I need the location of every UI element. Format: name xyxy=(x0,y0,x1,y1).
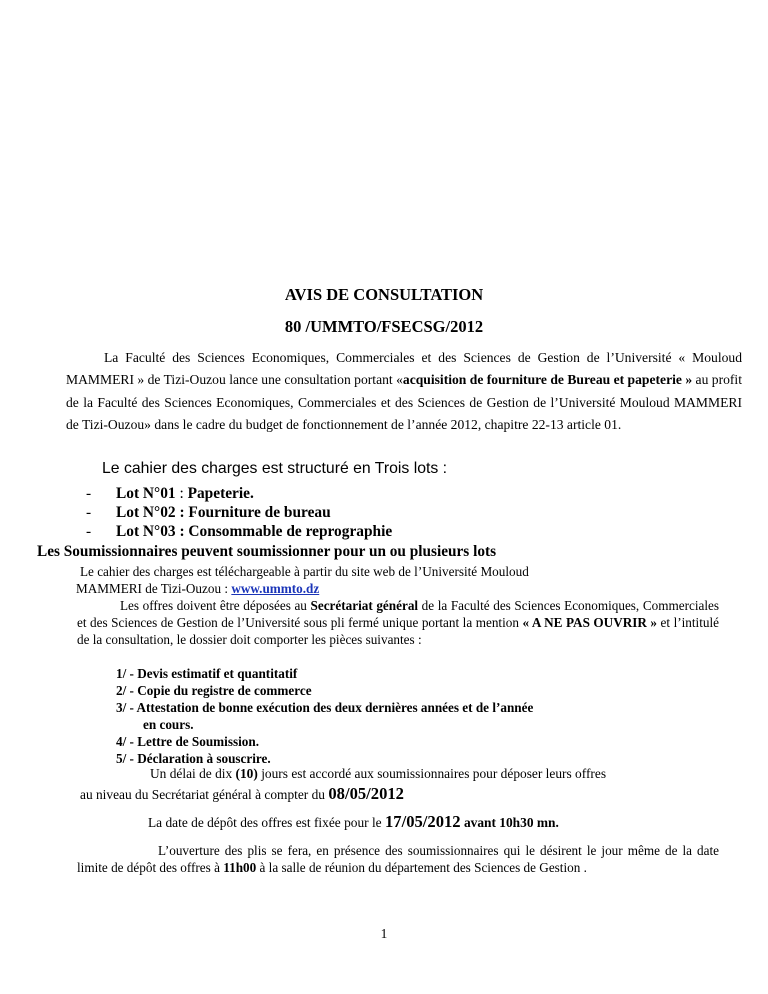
ouverture-text-2: à la salle de réunion du département des Sciences de Gestion . xyxy=(256,860,587,875)
offres-text: Les offres doivent être déposées au xyxy=(120,598,311,613)
list-dash: - xyxy=(86,523,92,540)
list-item: 3/ - Attestation de bonne exécution des deux dernières années et de l’année xyxy=(116,700,534,715)
lot-label: Lot N°01 xyxy=(116,485,176,502)
opening-time: 11h00 xyxy=(223,860,257,875)
lot-separator: : xyxy=(175,504,189,521)
ouverture-text: L’ouverture des plis se fera, en présence des soumissionnaires qui le désirent le jour même de la date limite de dépôt des offres à xyxy=(77,843,719,875)
document-title: AVIS DE CONSULTATION xyxy=(284,285,484,304)
list-item-continuation: en cours. xyxy=(143,717,194,732)
download-paragraph xyxy=(76,563,720,597)
offres-text-2: de la Faculté des Sciences Economiques, Commerciales et des Sciences de Gestion de l’Université sous pli fermé unique portant la mention xyxy=(77,598,719,630)
download-line-1: Le cahier des charges est téléchargeable à partir du site web de l’Université Mouloud xyxy=(80,564,529,579)
list-dash: - xyxy=(86,485,92,502)
delai-text: Un délai de dix xyxy=(150,766,236,781)
lots-structure-line: Le cahier des charges est structuré en Trois lots : xyxy=(102,460,448,477)
lot-name: Consommable de reprographie xyxy=(188,523,393,540)
depot-text: La date de dépôt des offres est fixée pour le xyxy=(148,815,385,830)
intro-paragraph xyxy=(66,347,742,437)
pieces-list xyxy=(116,665,533,767)
list-item: 1/ - Devis estimatif et quantitatif xyxy=(116,666,298,681)
delai-days: (10) xyxy=(235,766,258,781)
deadline-time: avant 10h30 mn. xyxy=(460,815,559,830)
start-date: 08/05/2012 xyxy=(328,784,404,803)
secretariat-label: Secrétariat général xyxy=(310,598,419,613)
intro-object: acquisition de fourniture de Bureau et papeterie » xyxy=(402,372,693,388)
delai-paragraph xyxy=(80,764,720,805)
list-item: 5/ - Déclaration à souscrire. xyxy=(116,751,271,766)
soumission-line: Les Soumissionnaires peuvent soumissionner pour un ou plusieurs lots xyxy=(37,543,497,560)
offres-paragraph xyxy=(77,597,719,648)
lot-label: Lot N°03 xyxy=(116,523,176,540)
lot-name: Papeterie. xyxy=(187,485,254,502)
delai-text-3: au niveau du Secrétariat général à compter du xyxy=(80,787,329,802)
offres-text-3: et l’intitulé de la consultation, le dossier doit comporter les pièces suivantes : xyxy=(77,615,719,647)
lot-label: Lot N°02 xyxy=(116,504,176,521)
depot-line xyxy=(148,812,559,832)
reference-number: 80 /UMMTO/FSECSG/2012 xyxy=(284,317,484,336)
lot-name: Fourniture de bureau xyxy=(188,504,331,521)
list-item: 4/ - Lettre de Soumission. xyxy=(116,734,259,749)
lot-separator: : xyxy=(175,485,188,502)
mention-label: « A NE PAS OUVRIR » xyxy=(522,615,658,630)
list-item: 2/ - Copie du registre de commerce xyxy=(116,683,312,698)
ouverture-paragraph xyxy=(77,842,719,876)
page-number: 1 xyxy=(380,926,388,941)
delai-text-2: jours est accordé aux soumissionnaires pour déposer leurs offres xyxy=(257,766,607,781)
intro-text: La Faculté des Sciences Economiques, Commerciales et des Sciences de Gestion de l’Université « Mouloud MAMMERI » de Tizi-Ouzou lance une consultation portant « xyxy=(66,350,742,388)
intro-text-rest: au profit de la Faculté des Sciences Economiques, Commerciales et des Sciences de Gestion de l’Université Mouloud MAMMERI de Tizi-Ouzou» dans le cadre du budget de fonctionnement de l’année 2012, chapitre 22-13 article 01. xyxy=(66,372,742,433)
lot-separator: : xyxy=(175,523,189,540)
lots-list xyxy=(86,484,392,541)
deadline-date: 17/05/2012 xyxy=(384,812,461,831)
list-item xyxy=(86,522,392,541)
website-link[interactable]: www.ummto.dz xyxy=(231,581,320,596)
list-dash: - xyxy=(86,504,92,521)
list-item xyxy=(86,503,392,522)
list-item xyxy=(86,484,392,503)
download-line-2: MAMMERI de Tizi-Ouzou : xyxy=(76,581,232,596)
